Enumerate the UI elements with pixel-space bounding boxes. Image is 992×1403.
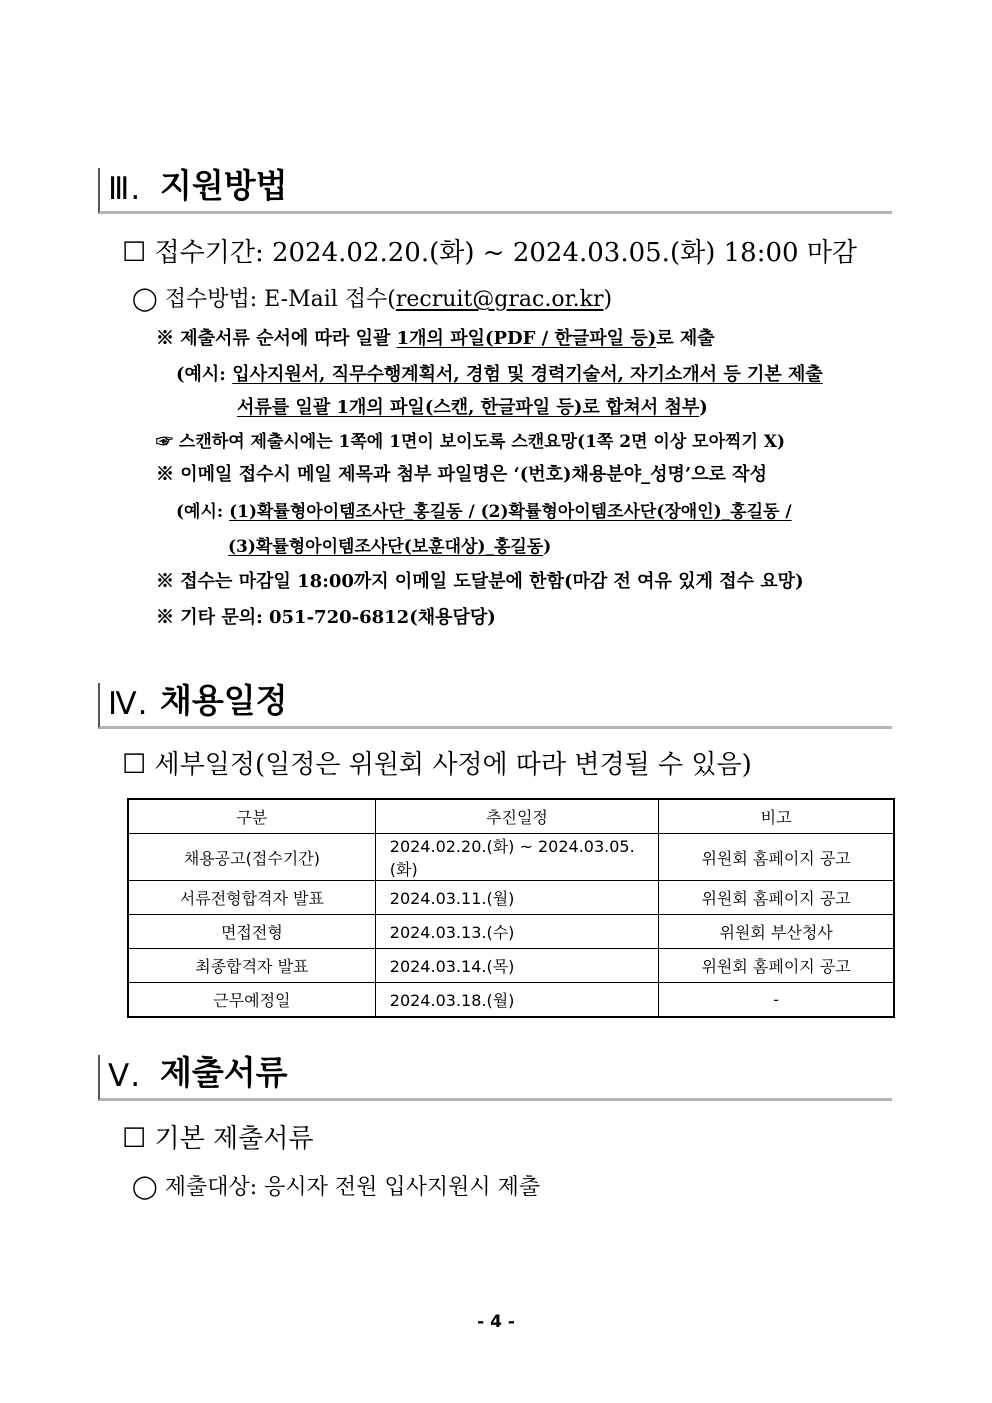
checkbox-icon: ☐ (122, 749, 147, 780)
example1-prefix: (예시: (176, 364, 233, 385)
note1-pre: 제출서류 순서에 따라 일괄 (180, 328, 397, 349)
documents-subheading (122, 1118, 313, 1155)
method-suffix: ) (603, 287, 613, 312)
section-5-number: Ⅴ. (108, 1058, 142, 1094)
example1-close: ) (699, 397, 708, 418)
circle-bullet-icon: ◯ (132, 286, 158, 312)
example2-prefix: (예시: (176, 502, 230, 522)
circle-bullet-icon: ◯ (132, 1174, 158, 1200)
schedule-table (127, 798, 895, 1018)
table-cell: 2024.02.20.(화) ~ 2024.03.05.(화) (375, 834, 658, 881)
note4-text: 기타 문의: 051-720-6812(채용담당) (180, 607, 496, 628)
application-period (122, 232, 857, 269)
example-2-line-1 (176, 497, 792, 522)
submission-target (132, 1170, 540, 1201)
note-email-subject (156, 460, 767, 486)
section-4-title: 채용일정 (160, 681, 288, 720)
table-cell: 2024.03.11.(월) (375, 881, 658, 915)
note1-underlined: 1개의 파일(PDF / 한글파일 등) (396, 328, 657, 349)
note3-text: 접수는 마감일 18:00까지 이메일 도달분에 한함(마감 전 여유 있게 접수 요망) (180, 571, 804, 592)
section-3-number: Ⅲ. (108, 171, 142, 207)
note-contact (156, 603, 496, 629)
table-cell: 위원회 부산청사 (659, 915, 894, 949)
submission-target-text: 제출대상: 응시자 전원 입사지원시 제출 (164, 1175, 541, 1200)
section-5-heading (98, 1055, 892, 1101)
example-1-line-1 (176, 360, 823, 386)
table-row (128, 949, 894, 983)
section-3-title: 지원방법 (160, 166, 288, 205)
table-cell: 근무예정일 (128, 983, 375, 1018)
example-1-line-2 (237, 393, 708, 419)
table-cell: 위원회 홈페이지 공고 (659, 881, 894, 915)
example2-close: ) (543, 537, 552, 557)
table-cell: 면접전형 (128, 915, 375, 949)
method-prefix: 접수방법: E-Mail 접수( (164, 287, 396, 312)
note-deadline (156, 567, 804, 593)
table-cell: 최종합격자 발표 (128, 949, 375, 983)
table-row (128, 834, 894, 881)
table-cell: 2024.03.13.(수) (375, 915, 658, 949)
table-row (128, 915, 894, 949)
example-2-line-2 (228, 532, 551, 557)
table-cell: 위원회 홈페이지 공고 (659, 949, 894, 983)
table-row (128, 983, 894, 1018)
table-cell: 채용공고(접수기간) (128, 834, 375, 881)
schedule-subheading (122, 744, 752, 781)
table-row (128, 881, 894, 915)
section-4-heading (98, 683, 892, 729)
page-number: - 4 - (477, 1312, 515, 1332)
table-cell: 2024.03.14.(목) (375, 949, 658, 983)
note1-post: 로 제출 (656, 328, 715, 349)
documents-subheading-text: 기본 제출서류 (154, 1124, 314, 1154)
scan-note-text: 스캔하여 제출시에는 1쪽에 1면이 보이도록 스캔요망(1쪽 2면 이상 모아찍기 X) (178, 432, 786, 452)
table-header: 구분 (128, 799, 375, 834)
schedule-subheading-text: 세부일정(일정은 위원회 사정에 따라 변경될 수 있음) (154, 750, 752, 780)
section-4-number: Ⅳ. (108, 686, 149, 722)
table-header: 추진일정 (375, 799, 658, 834)
section-3-heading (98, 168, 892, 214)
application-period-text: 접수기간: 2024.02.20.(화) ~ 2024.03.05.(화) 18:00 마감 (154, 238, 858, 268)
checkbox-icon: ☐ (122, 1123, 147, 1154)
table-header: 비고 (659, 799, 894, 834)
reference-mark-icon: ※ (156, 571, 174, 592)
recruit-email-link[interactable]: recruit@grac.or.kr (395, 287, 604, 312)
scan-note (156, 427, 785, 452)
table-cell: 2024.03.18.(월) (375, 983, 658, 1018)
table-cell: - (659, 983, 894, 1018)
reference-mark-icon: ※ (156, 328, 174, 349)
reference-mark-icon: ※ (156, 464, 174, 485)
table-cell: 서류전형합격자 발표 (128, 881, 375, 915)
note-submission-format (156, 324, 715, 350)
example1-line1-text: 입사지원서, 직무수행계획서, 경험 및 경력기술서, 자기소개서 등 기본 제출 (232, 364, 823, 385)
note2-text: 이메일 접수시 메일 제목과 첨부 파일명은 ‘(번호)채용분야_성명’으로 작성 (180, 464, 767, 485)
example1-line2-text: 서류를 일괄 1개의 파일(스캔, 한글파일 등)로 합쳐서 첨부 (237, 397, 700, 418)
table-cell: 위원회 홈페이지 공고 (659, 834, 894, 881)
pointing-hand-icon: ☞ (156, 432, 173, 452)
section-5-title: 제출서류 (160, 1053, 288, 1092)
application-method (132, 282, 612, 313)
example2-line1-text: (1)확률형아이템조사단_홍길동 / (2)확률형아이템조사단(장애인)_홍길동 / (229, 502, 792, 522)
example2-line2-text: (3)확률형아이템조사단(보훈대상)_홍길동 (228, 537, 544, 557)
table-header-row (128, 799, 894, 834)
reference-mark-icon: ※ (156, 607, 174, 628)
checkbox-icon: ☐ (122, 237, 147, 268)
